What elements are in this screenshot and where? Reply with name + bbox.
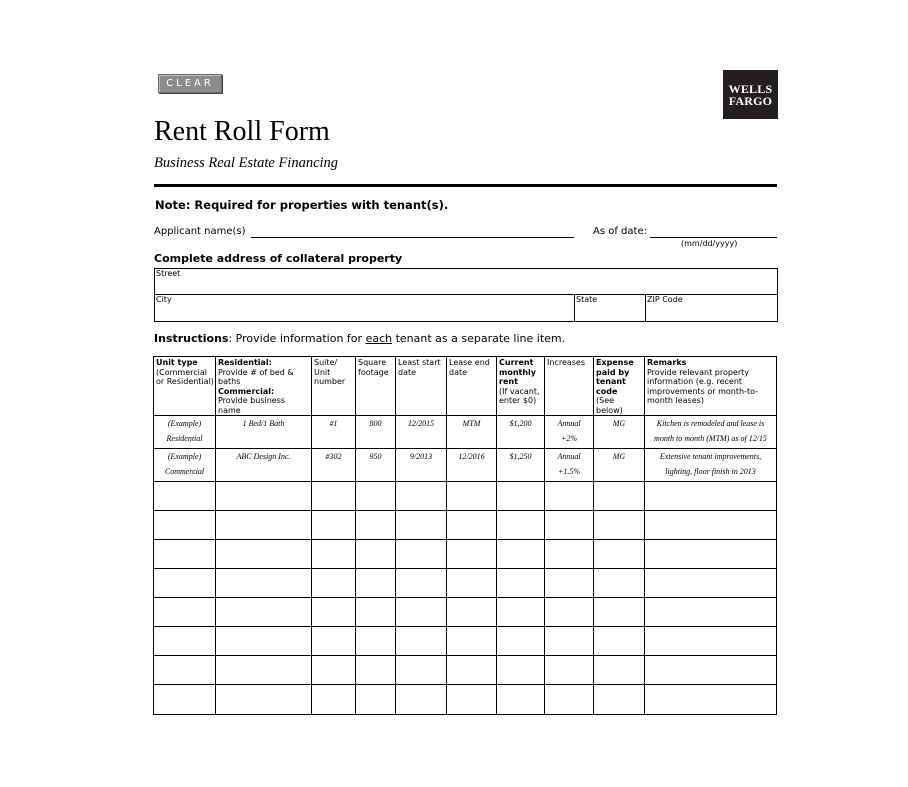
col-description [216,357,312,416]
sqft-line1: Square [358,358,387,367]
cell [154,449,216,482]
cell[interactable] [312,656,356,685]
cell[interactable] [594,656,645,685]
cell[interactable] [545,569,594,598]
cell[interactable] [216,482,312,511]
cell[interactable] [216,627,312,656]
col-suite [312,357,356,416]
cell: $1,200 [497,416,545,449]
cell [545,449,594,482]
table-row[interactable] [154,598,777,627]
table-header-row [154,357,777,416]
logo-line-1: WELLS [728,81,773,96]
lease-start-line1: Least start [398,358,441,367]
cell[interactable] [396,656,447,685]
cell[interactable] [312,482,356,511]
col-unit-type [154,357,216,416]
cell[interactable] [447,685,497,715]
col-lease-end [447,357,497,416]
cell [645,449,777,482]
cell[interactable] [154,685,216,715]
cell[interactable] [594,685,645,715]
header-divider [154,184,777,187]
commercial-title: Commercial: [218,386,275,396]
cell [154,416,216,449]
col-expense-code [594,357,645,416]
suite-line2: Unit [314,367,331,377]
cell[interactable] [497,685,545,715]
address-heading: Complete address of collateral property [154,252,403,265]
residential-text: Provide # of bed & baths [218,367,294,386]
state-field[interactable] [574,294,646,322]
example-row-commercial [154,449,777,482]
remarks-title: Remarks [647,358,687,367]
cell[interactable] [396,627,447,656]
rent-title: Current monthly rent [499,358,537,386]
cell[interactable] [645,482,777,511]
state-label: State [576,295,598,304]
cell [645,416,777,449]
cell: MTM [447,416,497,449]
cell[interactable] [447,511,497,540]
table-row[interactable] [154,511,777,540]
as-of-date-label: As of date: [593,226,647,237]
remark-line2: month to month (MTM) as of 12/15 [654,434,767,443]
example-type: Commercial [164,467,205,476]
cell: #302 [312,449,356,482]
city-field[interactable] [154,294,575,322]
cell[interactable] [154,569,216,598]
lease-end-line1: Lease end [449,358,490,367]
cell[interactable] [216,656,312,685]
rent-text: (If vacant, enter $0) [499,386,540,405]
cell[interactable] [447,569,497,598]
cell[interactable] [497,540,545,569]
example-type: Residential [166,434,203,443]
cell[interactable] [447,540,497,569]
cell[interactable] [396,685,447,715]
instructions-pre: : Provide information for [228,332,366,345]
cell[interactable] [545,685,594,715]
cell: MG [594,416,645,449]
col-monthly-rent [497,357,545,416]
cell[interactable] [645,598,777,627]
table-row[interactable] [154,685,777,715]
remark-line1: Kitchen is remodeled and lease is [656,419,765,428]
cell[interactable] [447,627,497,656]
cell[interactable] [645,511,777,540]
cell[interactable] [216,598,312,627]
page-subtitle: Business Real Estate Financing [154,155,339,171]
street-field[interactable] [154,268,778,295]
cell[interactable] [497,569,545,598]
cell[interactable] [216,569,312,598]
increases-title: Increases [547,358,586,367]
cell[interactable] [312,685,356,715]
suite-line3: number [314,377,346,386]
table-row[interactable] [154,540,777,569]
cell[interactable] [356,511,396,540]
example-label: (Example) [167,419,202,428]
applicant-label: Applicant name(s) [154,226,246,237]
increase-period: Annual [557,452,581,461]
cell[interactable] [216,540,312,569]
col-remarks [645,357,777,416]
cell[interactable] [594,598,645,627]
zip-label: ZIP Code [647,295,683,304]
cell[interactable] [447,656,497,685]
instructions-post: tenant as a separate line item. [392,332,566,345]
table-row[interactable] [154,482,777,511]
col-lease-start [396,357,447,416]
cell[interactable] [154,511,216,540]
cell[interactable] [545,627,594,656]
unit-type-title: Unit type [156,358,198,367]
expense-title: Expense paid by tenant code [596,358,634,396]
col-square-footage [356,357,396,416]
cell[interactable] [594,540,645,569]
increase-rate: +1.5% [557,467,581,476]
unit-type-line2: (Commercial [156,367,207,377]
cell[interactable] [154,598,216,627]
cell[interactable] [356,598,396,627]
city-label: City [156,295,172,304]
required-note: Note: Required for properties with tenant(s). [155,198,449,212]
rent-roll-table [153,356,777,715]
cell[interactable] [356,482,396,511]
cell[interactable] [356,540,396,569]
cell[interactable] [396,569,447,598]
cell[interactable] [497,511,545,540]
suite-line1: Suite/ [314,358,338,367]
table-row[interactable] [154,569,777,598]
cell[interactable] [396,598,447,627]
clear-button[interactable]: CLEAR [158,74,222,93]
instructions-bold: Instructions [154,332,229,345]
applicant-name-field[interactable] [251,226,574,238]
cell[interactable] [154,627,216,656]
logo-line-2: FARGO [728,93,773,108]
cell[interactable] [312,627,356,656]
commercial-text: Provide business name [218,396,286,415]
lease-end-line2: date [449,367,468,377]
cell[interactable] [645,540,777,569]
cell[interactable] [447,598,497,627]
cell[interactable] [216,511,312,540]
cell: 12/2016 [447,449,497,482]
wells-fargo-logo [723,70,778,119]
cell[interactable] [154,540,216,569]
cell[interactable] [545,598,594,627]
example-label: (Example) [167,452,202,461]
instructions [154,332,565,345]
cell[interactable] [645,656,777,685]
cell[interactable] [645,569,777,598]
cell[interactable] [356,656,396,685]
page-title: Rent Roll Form [154,116,330,147]
cell[interactable] [594,482,645,511]
as-of-date-field[interactable] [650,226,777,238]
cell[interactable] [594,627,645,656]
cell [545,416,594,449]
cell[interactable] [497,627,545,656]
cell[interactable] [545,540,594,569]
cell[interactable] [545,656,594,685]
remark-line1: Extensive tenant improvements, [659,452,762,461]
cell[interactable] [594,569,645,598]
residential-title: Residential: [218,358,272,367]
cell[interactable] [356,627,396,656]
cell[interactable] [396,511,447,540]
cell: $1,250 [497,449,545,482]
cell[interactable] [645,627,777,656]
sqft-line2: footage [358,367,389,377]
cell: 950 [356,449,396,482]
cell[interactable] [396,482,447,511]
cell[interactable] [154,482,216,511]
cell[interactable] [645,685,777,715]
cell: 9/2013 [396,449,447,482]
instructions-emph: each [365,332,393,345]
cell[interactable] [312,598,356,627]
increase-period: Annual [557,419,581,428]
increase-rate: +2% [560,434,578,443]
cell[interactable] [497,482,545,511]
lease-start-line2: date [398,367,417,377]
cell: 800 [356,416,396,449]
cell[interactable] [497,656,545,685]
expense-text: (See below) [596,396,623,415]
cell: 1 Bed/1 Bath [216,416,312,449]
cell[interactable] [497,598,545,627]
cell[interactable] [545,511,594,540]
remarks-text: Provide relevant property information (e.g. recent improvements or month-to-month leases) [647,367,759,405]
col-increases [545,357,594,416]
cell[interactable] [396,540,447,569]
cell[interactable] [312,569,356,598]
cell: #1 [312,416,356,449]
zip-field[interactable] [645,294,778,322]
cell[interactable] [356,685,396,715]
cell[interactable] [312,511,356,540]
cell[interactable] [356,569,396,598]
cell[interactable] [447,482,497,511]
table-row[interactable] [154,627,777,656]
cell: 12/2015 [396,416,447,449]
street-label: Street [156,269,181,278]
cell: MG [594,449,645,482]
cell[interactable] [545,482,594,511]
cell: ABC Design Inc. [216,449,312,482]
table-row[interactable] [154,656,777,685]
example-row-residential [154,416,777,449]
cell[interactable] [312,540,356,569]
cell[interactable] [594,511,645,540]
cell[interactable] [216,685,312,715]
unit-type-line3: or Residential) [156,377,214,386]
cell[interactable] [154,656,216,685]
remark-line2: lighting, floor finish in 2013 [665,467,756,476]
date-format-hint: (mm/dd/yyyy) [681,239,738,248]
